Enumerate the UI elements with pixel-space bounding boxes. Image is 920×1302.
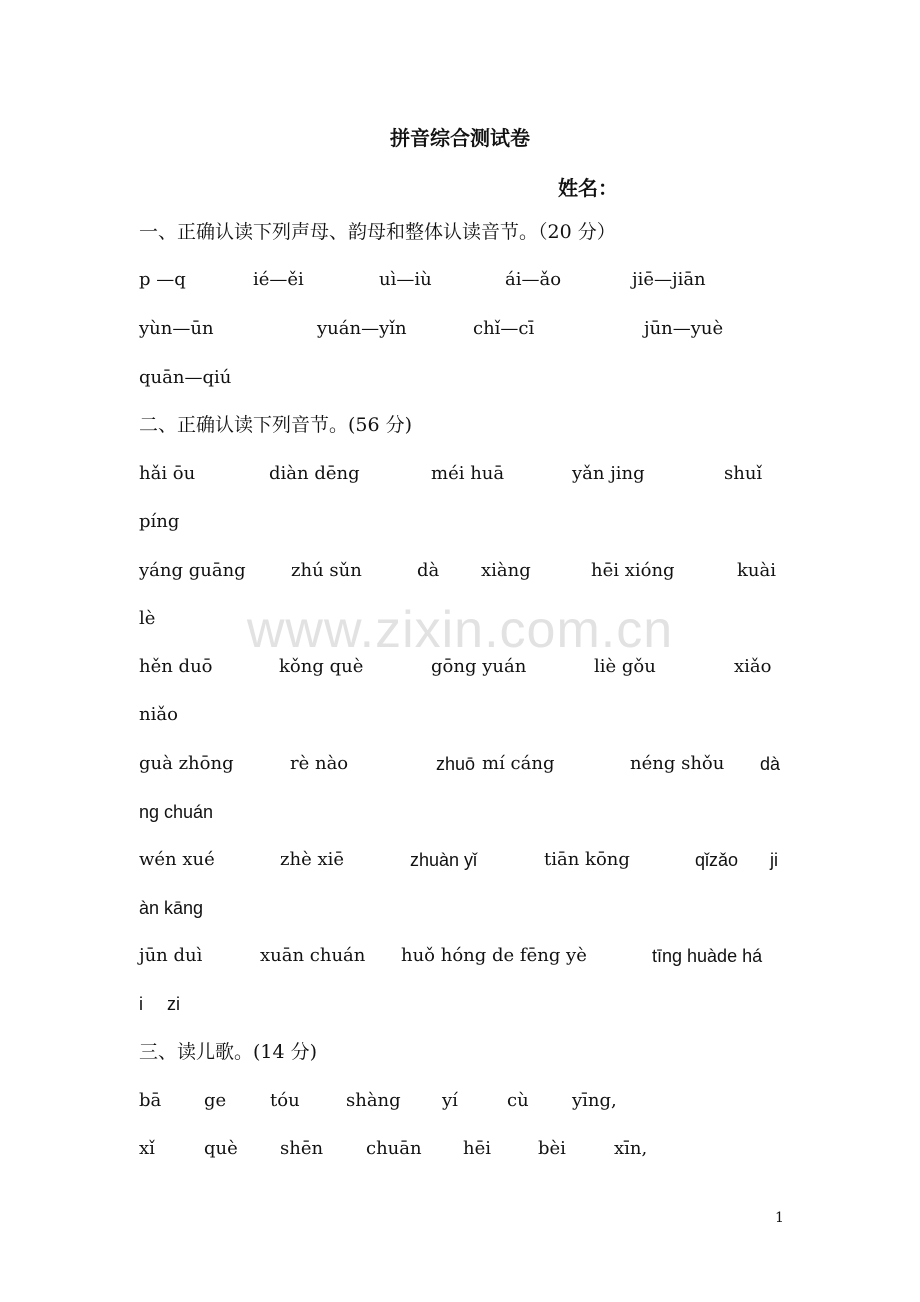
pinyin-syllable: ge	[204, 1090, 227, 1111]
pinyin-syllable: xǐ	[139, 1138, 155, 1159]
pinyin-word: zhè xiē	[280, 849, 345, 870]
pinyin-word: shuǐ	[724, 463, 763, 484]
pinyin-word: ng chuán	[139, 802, 214, 822]
pinyin-syllable: chuān	[366, 1138, 422, 1159]
pinyin-word: dà	[760, 754, 781, 774]
pinyin-word: zhuàn yǐ	[410, 850, 478, 870]
pinyin-word: zi	[167, 994, 180, 1014]
pinyin-item: ái—ǎo	[505, 269, 562, 290]
section1-heading: 一、正确认读下列声母、韵母和整体认读音节。（20 分）	[139, 221, 616, 243]
pinyin-word: niǎo	[139, 704, 178, 725]
pinyin-item: jūn—yuè	[644, 318, 724, 339]
pinyin-item: chǐ—cī	[473, 318, 535, 339]
pinyin-word: àn kāng	[139, 898, 204, 918]
pinyin-syllable: bā	[139, 1090, 162, 1111]
pinyin-word: rè nào	[290, 753, 349, 774]
pinyin-word: yǎn jing	[572, 463, 645, 484]
pinyin-word: zhú sǔn	[291, 560, 362, 581]
pinyin-syllable: cù	[507, 1090, 529, 1111]
pinyin-word: xiǎo	[734, 656, 772, 677]
pinyin-word: yáng guāng	[139, 560, 246, 581]
pinyin-word: méi huā	[431, 463, 505, 484]
pinyin-word: hǎi ōu	[139, 463, 196, 484]
pinyin-word: mí cáng	[482, 753, 555, 774]
pinyin-item: uì—iù	[379, 269, 432, 290]
pinyin-word: gōng yuán	[431, 656, 527, 677]
pinyin-item: ié—ěi	[253, 269, 304, 290]
pinyin-syllable: shēn	[280, 1138, 324, 1159]
pinyin-word: ji	[770, 850, 778, 870]
pinyin-syllable: bèi	[538, 1138, 566, 1159]
pinyin-word: guà zhōng	[139, 753, 234, 774]
pinyin-word: huǒ hóng de fēng yè	[401, 945, 587, 966]
pinyin-word: néng shǒu	[630, 753, 725, 774]
pinyin-word: lè	[139, 608, 156, 629]
pinyin-word: xiàng	[481, 560, 531, 581]
pinyin-word: kǒng què	[279, 656, 364, 677]
pinyin-item: yùn—ūn	[139, 318, 214, 339]
pinyin-word: i	[139, 994, 143, 1014]
pinyin-syllable: shàng	[346, 1090, 401, 1111]
page-number: 1	[775, 1210, 784, 1226]
pinyin-word: wén xué	[139, 849, 215, 870]
pinyin-item: quān—qiú	[139, 367, 232, 388]
pinyin-item: jiē—jiān	[632, 269, 706, 290]
pinyin-syllable: yīng,	[572, 1090, 617, 1111]
pinyin-word: hěn duō	[139, 656, 213, 677]
pinyin-word: zhuō	[436, 754, 476, 774]
pinyin-word: hēi xióng	[591, 560, 675, 581]
watermark: www.zixin.com.cn	[246, 601, 674, 659]
pinyin-syllable: què	[204, 1138, 238, 1159]
pinyin-word: jūn duì	[139, 945, 203, 966]
pinyin-syllable: hēi	[463, 1138, 492, 1159]
pinyin-syllable: tóu	[270, 1090, 300, 1111]
pinyin-word: qǐzǎo	[695, 850, 739, 870]
document-title: 拼音综合测试卷	[390, 126, 530, 150]
section3-heading: 三、读儿歌。(14 分)	[139, 1041, 318, 1063]
pinyin-word: diàn dēng	[269, 463, 360, 484]
pinyin-syllable: yí	[442, 1090, 458, 1111]
pinyin-word: xuān chuán	[260, 945, 366, 966]
section2-heading: 二、正确认读下列音节。(56 分)	[139, 414, 413, 436]
name-label: 姓名：	[558, 176, 618, 200]
pinyin-word: píng	[139, 511, 180, 532]
pinyin-syllable: xīn,	[614, 1138, 648, 1159]
pinyin-item: yuán—yǐn	[317, 318, 407, 339]
pinyin-word: tiān kōng	[544, 849, 630, 870]
pinyin-word: kuài	[737, 560, 776, 581]
pinyin-word: tīng huàde há	[652, 946, 763, 966]
pinyin-item: p —q	[139, 269, 186, 290]
pinyin-word: liè gǒu	[594, 656, 656, 677]
pinyin-word: dà	[417, 560, 440, 581]
